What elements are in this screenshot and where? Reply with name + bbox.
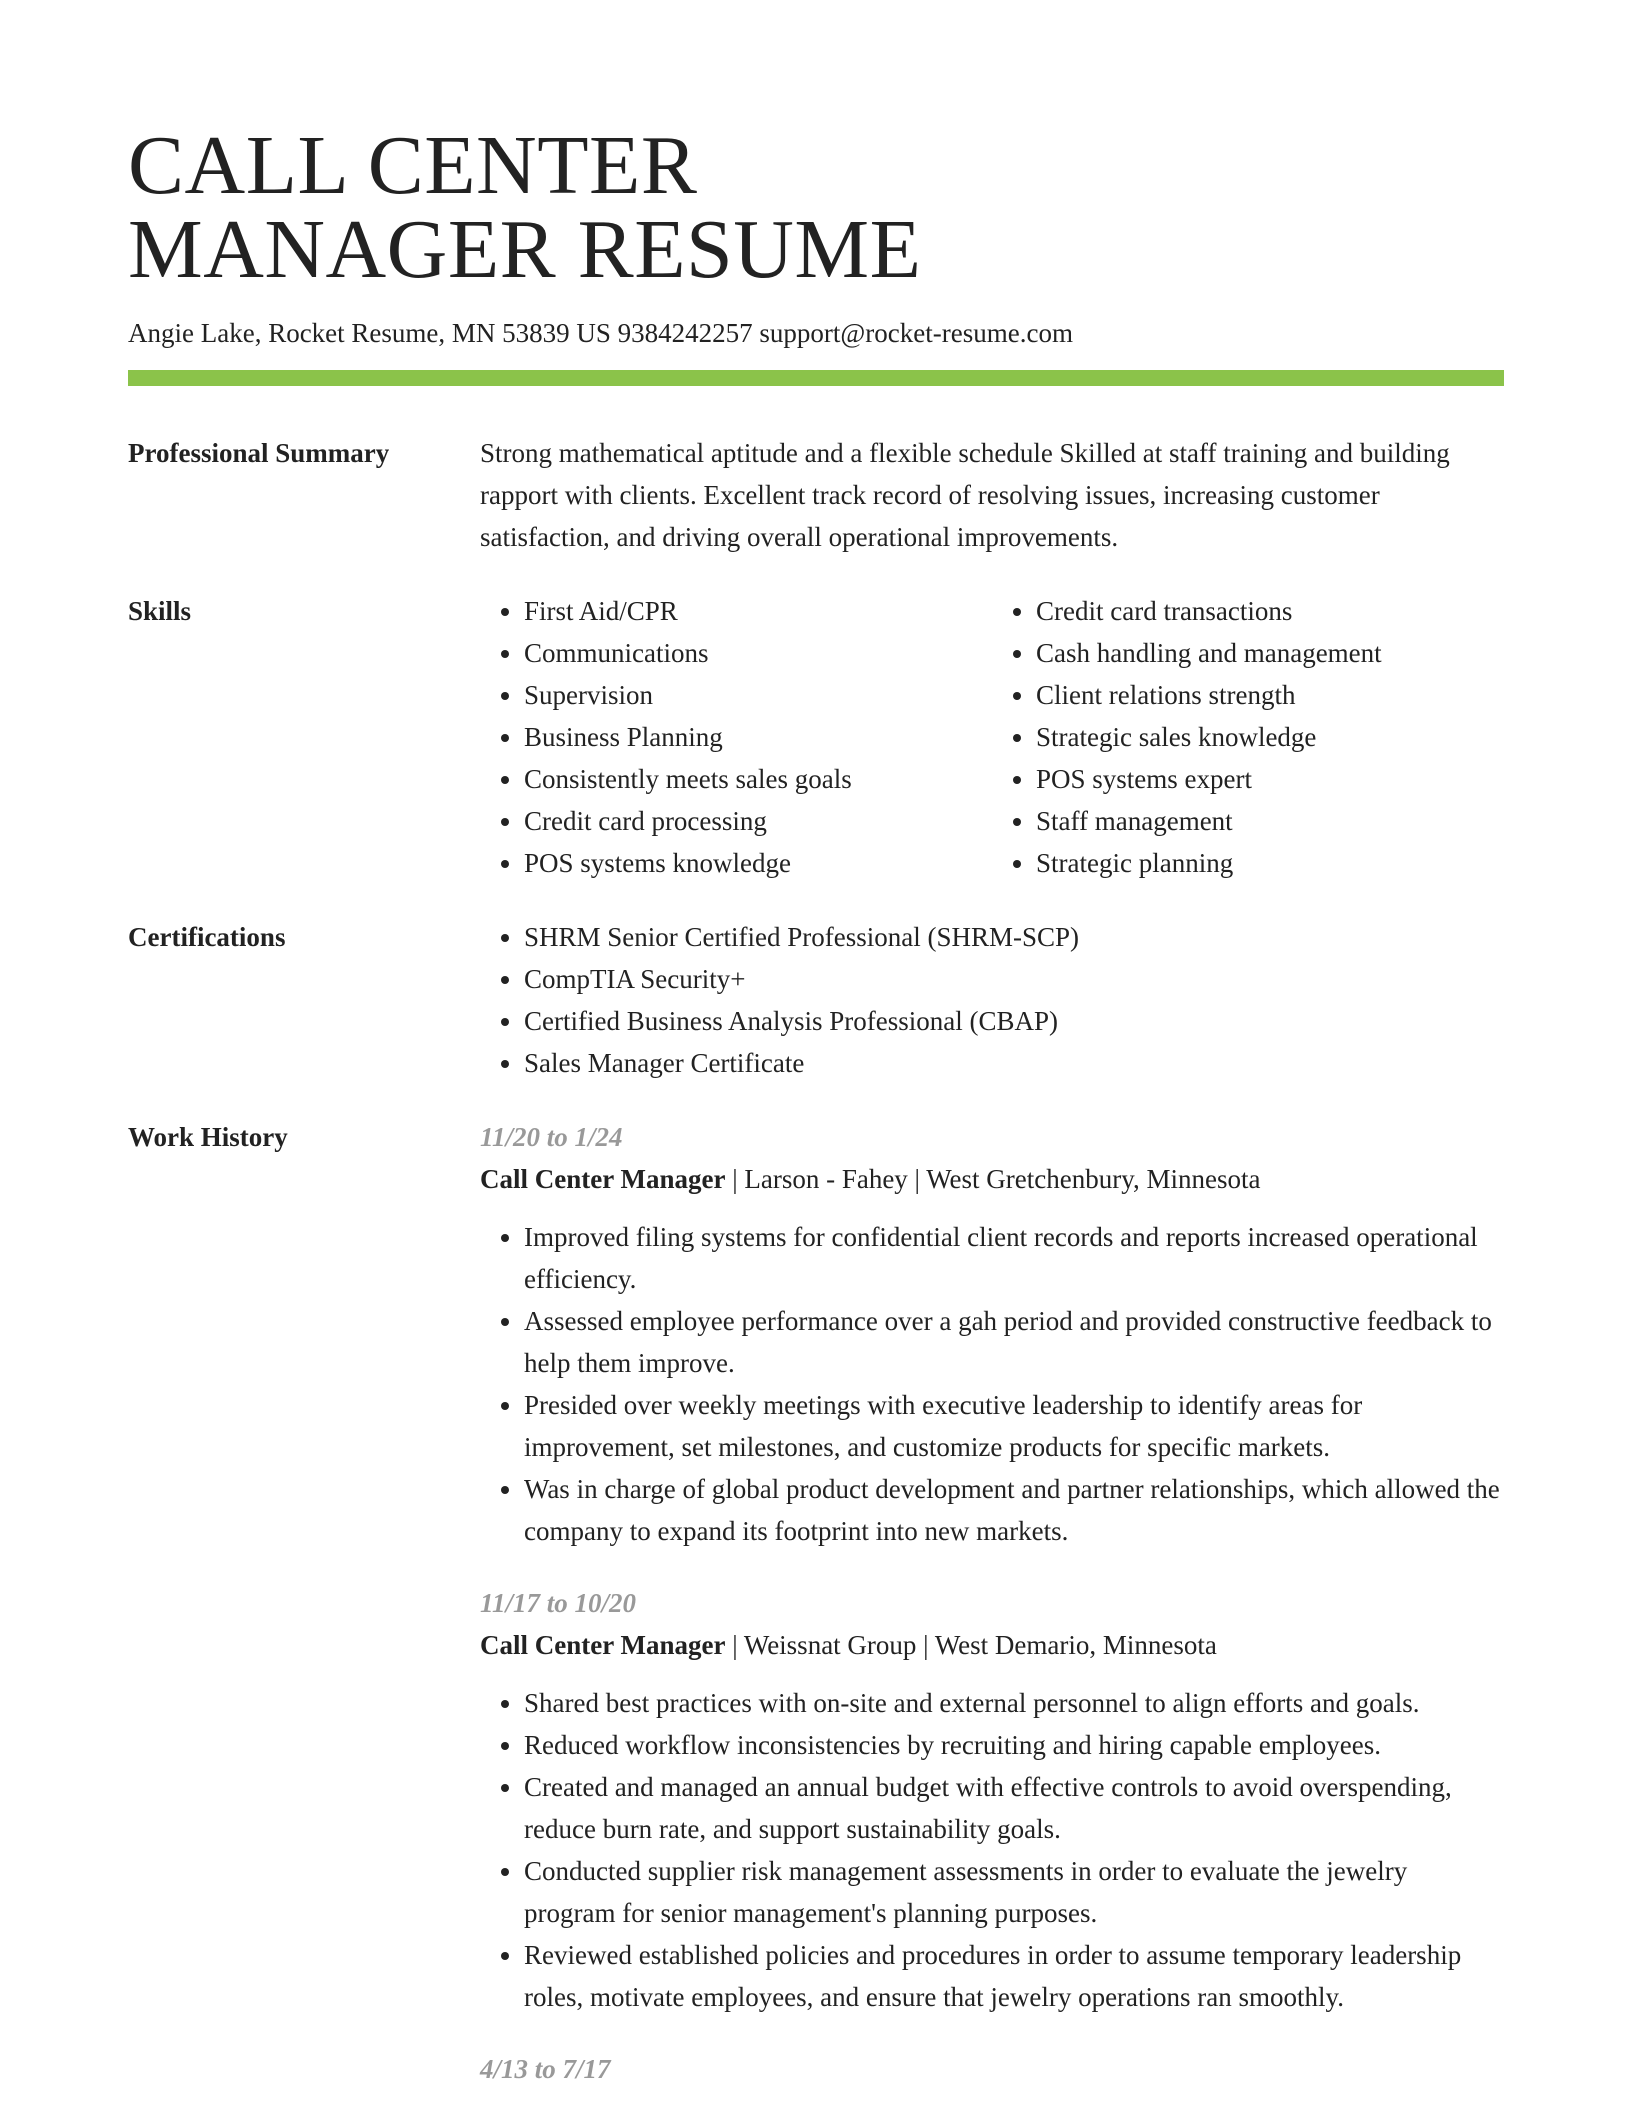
job-dates: 11/17 to 10/20 xyxy=(480,1588,637,1618)
resume-title xyxy=(128,119,922,296)
skill-item: • Strategic sales knowledge xyxy=(1036,716,1504,758)
contact-info: Angie Lake, Rocket Resume, MN 53839 US 9384242257 support@rocket-resume.com xyxy=(128,318,1073,348)
title-line-2: MANAGER RESUME xyxy=(128,203,922,296)
job-company-location: | Larson - Fahey | West Gretchenbury, Minnesota xyxy=(725,1164,1261,1194)
job-bullet: • Presided over weekly meetings with executive leadership to identify areas for improvement, set milestones, and customize products for specific markets. xyxy=(524,1384,1504,1468)
job-dates: 11/20 to 1/24 xyxy=(480,1122,623,1152)
job-title: Call Center Manager xyxy=(480,1164,726,1194)
job-bullets xyxy=(480,1216,1504,1552)
job-heading xyxy=(480,1624,1504,1666)
skills-column-1 xyxy=(480,590,992,884)
job-heading xyxy=(480,1158,1504,1200)
section-label-work-history: Work History xyxy=(128,1122,288,1152)
certification-item: • CompTIA Security+ xyxy=(524,958,1504,1000)
job-bullet: • Created and managed an annual budget with effective controls to avoid overspending, reduce burn rate, and support sustainability goals. xyxy=(524,1766,1504,1850)
resume-page xyxy=(128,0,1504,2112)
certifications-body xyxy=(480,916,1504,1084)
skill-item: • Communications xyxy=(524,632,992,674)
skill-item: • POS systems knowledge xyxy=(524,842,992,884)
certification-item: • SHRM Senior Certified Professional (SHRM-SCP) xyxy=(524,916,1504,958)
title-line-1: CALL CENTER xyxy=(128,119,698,212)
job-title: Call Center Manager xyxy=(480,1630,726,1660)
summary-body xyxy=(480,432,1504,558)
job-bullet: • Assessed employee performance over a gah period and provided constructive feedback to help them improve. xyxy=(524,1300,1504,1384)
skill-item: • Supervision xyxy=(524,674,992,716)
skill-item: • Credit card transactions xyxy=(1036,590,1504,632)
skill-item: • Client relations strength xyxy=(1036,674,1504,716)
certifications-list xyxy=(480,916,1504,1084)
section-label-skills: Skills xyxy=(128,596,192,626)
job-dates: 4/13 to 7/17 xyxy=(480,2054,611,2084)
job-bullet: • Was in charge of global product development and partner relationships, which allowed the company to expand its footprint into new markets. xyxy=(524,1468,1504,1552)
accent-divider xyxy=(128,370,1504,386)
work-history-body xyxy=(480,1116,1504,2112)
certification-item: • Certified Business Analysis Professional (CBAP) xyxy=(524,1000,1504,1042)
job-bullet: • Improved filing systems for confidential client records and reports increased operational efficiency. xyxy=(524,1216,1504,1300)
section-label-summary: Professional Summary xyxy=(128,438,390,468)
skill-item: • Staff management xyxy=(1036,800,1504,842)
skill-item: • Consistently meets sales goals xyxy=(524,758,992,800)
job-bullets xyxy=(480,1682,1504,2018)
summary-text: Strong mathematical aptitude and a flexible schedule Skilled at staff training and building rapport with clients. Excellent track record of resolving issues, increasing customer satisfaction, and driving overall operational improvements. xyxy=(480,438,1450,552)
skill-item: • Business Planning xyxy=(524,716,992,758)
job-company-location: | Weissnat Group | West Demario, Minnesota xyxy=(725,1630,1217,1660)
job-entry xyxy=(480,1116,1504,1552)
job-entry xyxy=(480,1582,1504,2018)
job-bullet: • Reviewed established policies and procedures in order to assume temporary leadership roles, motivate employees, and ensure that jewelry operations ran smoothly. xyxy=(524,1934,1504,2018)
skills-column-2 xyxy=(992,590,1504,884)
job-entry xyxy=(480,2048,1504,2090)
skill-item: • Credit card processing xyxy=(524,800,992,842)
job-bullet: • Conducted supplier risk management assessments in order to evaluate the jewelry program for senior management's planning purposes. xyxy=(524,1850,1504,1934)
certification-item: • Sales Manager Certificate xyxy=(524,1042,1504,1084)
skill-item: • POS systems expert xyxy=(1036,758,1504,800)
skill-item: • Cash handling and management xyxy=(1036,632,1504,674)
section-label-certifications: Certifications xyxy=(128,922,286,952)
skill-item: • First Aid/CPR xyxy=(524,590,992,632)
skill-item: • Strategic planning xyxy=(1036,842,1504,884)
skills-body xyxy=(480,590,1504,884)
job-bullet: • Shared best practices with on-site and external personnel to align efforts and goals. xyxy=(524,1682,1504,1724)
job-bullet: • Reduced workflow inconsistencies by recruiting and hiring capable employees. xyxy=(524,1724,1504,1766)
